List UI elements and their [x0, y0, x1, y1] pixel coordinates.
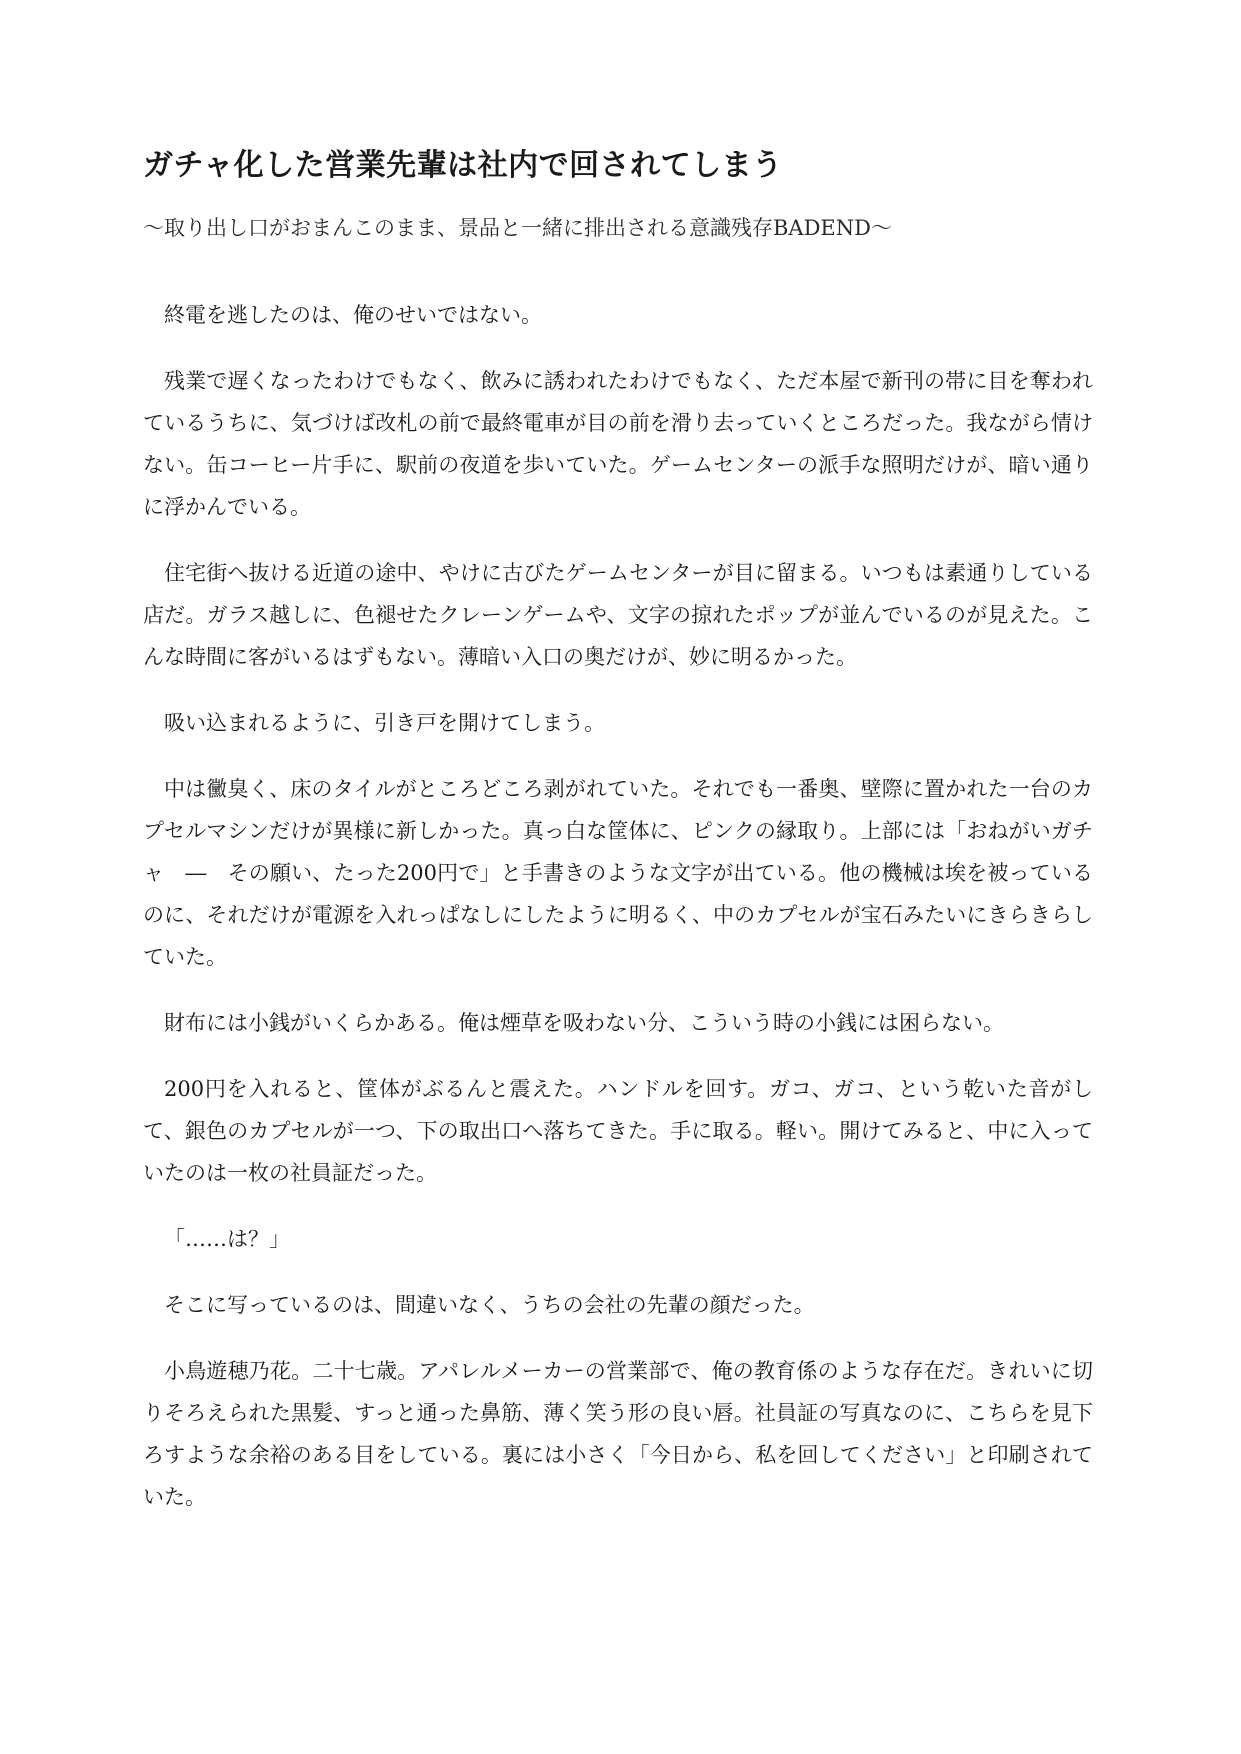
paragraph-dialogue: 「……は？」 [164, 1227, 290, 1251]
paragraph: 吸い込まれるように、引き戸を開けてしまう。 [164, 711, 605, 735]
paragraph: 200円を入れると、筐体がぶるんと震えた。ハンドルを回す。ガコ、ガコ、という乾いた音がして、銀色のカプセルが一つ、下の取出口へ落ちてきた。手に取る。軽い。開けてみると、中に入っていたのは一枚の社員証だった。 [143, 1077, 1093, 1185]
paragraph: そこに写っているのは、間違いなく、うちの会社の先輩の顔だった。 [164, 1293, 815, 1317]
paragraph: 残業で遅くなったわけでもなく、飲みに誘われたわけでもなく、ただ本屋で新刊の帯に目を奪われているうちに、気づけば改札の前で最終電車が目の前を滑り去っていくところだった。我ながら情けない。缶コーヒー片手に、駅前の夜道を歩いていた。ゲームセンターの派手な照明だけが、暗い通りに浮かんでいる。 [143, 369, 1093, 519]
paragraph: 住宅街へ抜ける近道の途中、やけに古びたゲームセンターが目に留まる。いつもは素通りしている店だ。ガラス越しに、色褪せたクレーンゲームや、文字の掠れたポップが並んでいるのが見えた。こんな時間に客がいるはずもない。薄暗い入口の奥だけが、妙に明るかった。 [143, 561, 1093, 669]
paragraph: 財布には小銭がいくらかある。俺は煙草を吸わない分、こういう時の小銭には困らない。 [164, 1011, 1004, 1035]
document-body [143, 294, 1093, 1542]
document-subtitle: 〜取り出し口がおまんこのまま、景品と一緒に排出される意識残存BADEND〜 [143, 216, 892, 240]
document-title: ガチャ化した営業先輩は社内で回されてしまう [143, 148, 783, 183]
paragraph: 中は黴臭く、床のタイルがところどころ剥がれていた。それでも一番奥、壁際に置かれた一台のカプセルマシンだけが異様に新しかった。真っ白な筐体に、ピンクの縁取り。上部には「おねがいガチャ ― その願い、たった200円で」と手書きのような文字が出ている。他の機械は埃を被っているのに、それだけが電源を入れっぱなしにしたように明るく、中のカプセルが宝石みたいにきらきらしていた。 [143, 777, 1093, 969]
paragraph: 終電を逃したのは、俺のせいではない。 [164, 303, 542, 327]
paragraph: 小鳥遊穂乃花。二十七歳。アパレルメーカーの営業部で、俺の教育係のような存在だ。きれいに切りそろえられた黒髪、すっと通った鼻筋、薄く笑う形の良い唇。社員証の写真なのに、こちらを見下ろすような余裕のある目をしている。裏には小さく「今日から、私を回してください」と印刷されていた。 [143, 1359, 1093, 1509]
